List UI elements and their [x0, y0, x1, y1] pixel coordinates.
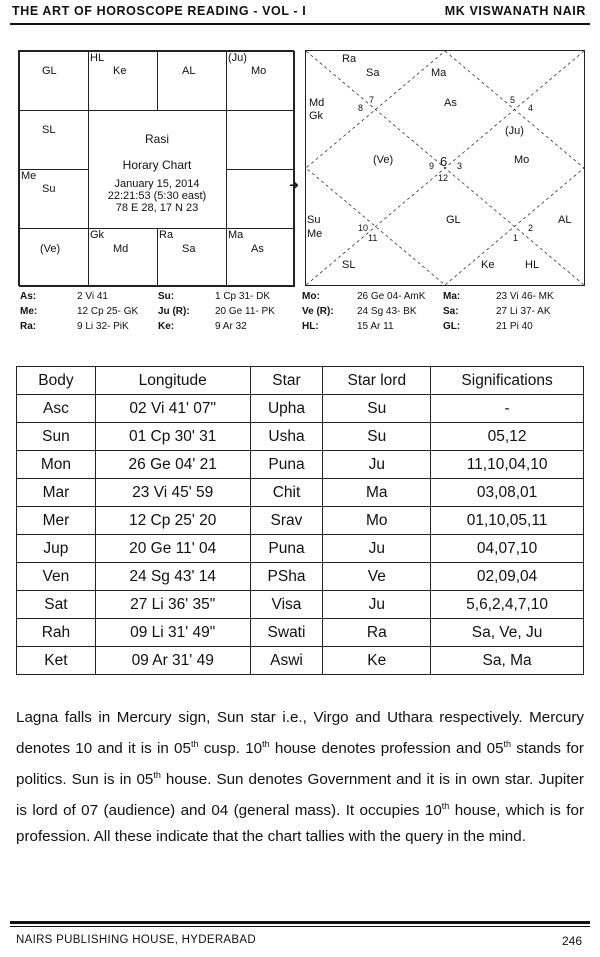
nav-gk: Gk: [309, 110, 324, 122]
rasi-chart: [18, 50, 294, 286]
rasi-cell-pisces: [19, 51, 89, 111]
cell-body: Mon: [17, 451, 96, 479]
nav-me: Me: [307, 228, 323, 240]
footer-rule-thick: [10, 921, 590, 924]
pos-value: 15 Ar 11: [357, 321, 394, 332]
cell-significations: 03,08,01: [431, 479, 584, 507]
cell-star: Chit: [250, 479, 323, 507]
rasi-planet: Md: [113, 243, 129, 255]
table-row: [17, 451, 584, 479]
cell-star: Visa: [250, 591, 323, 619]
nav-mo: Mo: [514, 154, 530, 166]
cell-star: Puna: [250, 535, 323, 563]
rasi-cell-aries: [88, 51, 158, 111]
nav-ra: Ra: [342, 53, 357, 65]
pos-label: GL:: [443, 321, 461, 332]
cell-star: Swati: [250, 619, 323, 647]
pos-value: 23 Vi 46- MK: [496, 291, 554, 302]
rasi-planet: SL: [42, 124, 56, 136]
cell-star-lord: Su: [323, 423, 431, 451]
cell-body: Mar: [17, 479, 96, 507]
cell-significations: 5,6,2,4,7,10: [431, 591, 584, 619]
pos-value: 12 Cp 25- GK: [77, 306, 139, 317]
cell-longitude: 23 Vi 45' 59: [95, 479, 250, 507]
rasi-cell-capricorn: [19, 169, 89, 229]
rasi-cell-cancer: [226, 110, 295, 170]
cell-body: Ket: [17, 647, 96, 675]
pos-label: Ju (R):: [158, 306, 190, 317]
nav-al: AL: [558, 214, 572, 226]
footer-rule-thin: [10, 926, 590, 927]
cell-star-lord: Ve: [323, 563, 431, 591]
cell-star: PSha: [250, 563, 323, 591]
cell-star: Usha: [250, 423, 323, 451]
table-row: [17, 563, 584, 591]
rasi-tag: Me: [21, 170, 37, 182]
author-header: MK VISWANATH NAIR: [444, 4, 586, 18]
pos-label: Su:: [158, 291, 175, 302]
rasi-tag: Ma: [228, 229, 244, 241]
rasi-cell-libra: [157, 228, 227, 287]
cell-longitude: 20 Ge 11' 04: [95, 535, 250, 563]
north-indian-chart: [305, 50, 585, 286]
pos-value: 26 Ge 04- AmK: [357, 291, 426, 302]
rasi-tag: Gk: [90, 229, 105, 241]
book-title-header: THE ART OF HOROSCOPE READING - VOL - I: [12, 4, 307, 18]
rasi-tag: (Ju): [228, 52, 247, 64]
cell-significations: 04,07,10: [431, 535, 584, 563]
rasi-cell-virgo: [226, 228, 295, 287]
cell-body: Mer: [17, 507, 96, 535]
pos-value: 24 Sg 43- BK: [357, 306, 417, 317]
house-number: 11: [368, 233, 378, 243]
table-row: [17, 647, 584, 675]
nav-sl: SL: [342, 259, 356, 271]
pos-value: 21 Pi 40: [496, 321, 533, 332]
rasi-cell-gemini: [226, 51, 295, 111]
cell-longitude: 24 Sg 43' 14: [95, 563, 250, 591]
cell-star-lord: Mo: [323, 507, 431, 535]
cell-star-lord: Ma: [323, 479, 431, 507]
rasi-tag: Ra: [159, 229, 174, 241]
rasi-planet: Sa: [182, 243, 196, 255]
nav-as: As: [444, 97, 457, 109]
table-row: [17, 479, 584, 507]
rasi-center-info: [88, 110, 226, 228]
house-number: 1: [513, 233, 519, 243]
col-header-star-lord: Star lord: [323, 367, 431, 395]
rasi-chart-name: Rasi: [144, 132, 169, 146]
cell-star-lord: Ke: [323, 647, 431, 675]
rasi-planet: AL: [182, 65, 196, 77]
cell-star-lord: Ju: [323, 591, 431, 619]
rasi-planet: (Ve): [40, 243, 61, 255]
pos-label: As:: [20, 291, 37, 302]
rasi-cell-aquarius: [19, 110, 89, 170]
pos-value: 2 Vi 41: [77, 291, 108, 302]
cell-star-lord: Ju: [323, 451, 431, 479]
horary-chart-label: Horary Chart: [122, 158, 192, 172]
cell-longitude: 02 Vi 41' 07": [95, 395, 250, 423]
house-number: 12: [438, 173, 449, 183]
nav-su: Su: [307, 214, 321, 226]
cell-significations: Sa, Ve, Ju: [431, 619, 584, 647]
rasi-planet: GL: [42, 65, 57, 77]
cell-significations: 11,10,04,10: [431, 451, 584, 479]
house-number: 10: [358, 223, 369, 233]
pos-label: Sa:: [443, 306, 459, 317]
nav-ma: Ma: [431, 67, 447, 79]
pos-label: Ra:: [20, 321, 37, 332]
col-header-significations: Significations: [431, 367, 584, 395]
nav-ju: (Ju): [505, 125, 524, 137]
cell-significations: 05,12: [431, 423, 584, 451]
chart-date: January 15, 2014: [114, 178, 200, 190]
cell-longitude: 26 Ge 04' 21: [95, 451, 250, 479]
chart-time: 22:21:53 (5:30 east): [107, 190, 207, 202]
house-number: 4: [528, 103, 534, 113]
cell-body: Rah: [17, 619, 96, 647]
cell-star: Srav: [250, 507, 323, 535]
cell-star: Puna: [250, 451, 323, 479]
pos-value: 1 Cp 31- DK: [215, 291, 271, 302]
rasi-cell-sagittarius: [19, 228, 89, 287]
table-row: [17, 423, 584, 451]
pos-value: 27 Li 37- AK: [496, 306, 551, 317]
header-rule: [10, 23, 590, 25]
cell-longitude: 01 Cp 30' 31: [95, 423, 250, 451]
house-number: 9: [429, 161, 435, 171]
cell-star: Upha: [250, 395, 323, 423]
cell-longitude: 09 Li 31' 49": [95, 619, 250, 647]
pos-label: Ma:: [443, 291, 461, 302]
cell-body: Sat: [17, 591, 96, 619]
rasi-tag: HL: [90, 52, 105, 64]
arrow-right-icon: ➜: [289, 178, 300, 192]
nav-ke: Ke: [481, 259, 495, 271]
cell-body: Jup: [17, 535, 96, 563]
cell-star-lord: Ra: [323, 619, 431, 647]
table-header-row: [17, 367, 584, 395]
pos-value: 9 Ar 32: [215, 321, 247, 332]
pos-value: 9 Li 32- PiK: [77, 321, 129, 332]
house-number: 3: [457, 161, 463, 171]
publisher-footer: NAIRS PUBLISHING HOUSE, HYDERABAD: [16, 934, 256, 946]
pos-label: Ke:: [158, 321, 175, 332]
nav-hl: HL: [525, 259, 540, 271]
cell-body: Ven: [17, 563, 96, 591]
nav-md: Md: [309, 97, 325, 109]
table-row: [17, 619, 584, 647]
cell-significations: -: [431, 395, 584, 423]
pos-label: Me:: [20, 306, 38, 317]
col-header-star: Star: [250, 367, 323, 395]
page-number: 246: [561, 934, 582, 948]
house-number: 7: [369, 95, 375, 105]
pos-label: Mo:: [302, 291, 320, 302]
col-header-body: Body: [17, 367, 96, 395]
cell-star-lord: Ju: [323, 535, 431, 563]
pos-value: 20 Ge 11- PK: [215, 306, 275, 317]
rasi-planet: Mo: [251, 65, 267, 77]
cell-significations: Sa, Ma: [431, 647, 584, 675]
cell-significations: 01,10,05,11: [431, 507, 584, 535]
body-paragraph: Lagna falls in Mercury sign, Sun star i.e., Virgo and Uthara respectively. Mercury denotes 10 and it is in 05th cusp. 10th house denotes profession and 05th stands for politics. Sun is in 05th house. Sun denotes Government and it is in own star. Jupiter is lord of 07 (audience) and 04 (general mass). It occupies 10th house, which is for profession. All these indicate that the chart tallies with the query in the mind.: [16, 709, 585, 846]
chart-coordinates: 78 E 28, 17 N 23: [115, 202, 199, 214]
cell-body: Asc: [17, 395, 96, 423]
table-row: [17, 507, 584, 535]
rasi-planet: Su: [42, 183, 56, 195]
cell-longitude: 12 Cp 25' 20: [95, 507, 250, 535]
significations-table: [16, 366, 584, 675]
col-header-longitude: Longitude: [95, 367, 250, 395]
cell-star-lord: Su: [323, 395, 431, 423]
rasi-cell-taurus: [157, 51, 227, 111]
rasi-cell-leo: [226, 169, 295, 229]
table-row: [17, 591, 584, 619]
house-number: 6: [440, 154, 448, 169]
table-row: [17, 395, 584, 423]
cell-longitude: 27 Li 36' 35": [95, 591, 250, 619]
nav-gl: GL: [446, 214, 461, 226]
rasi-planet: As: [251, 243, 264, 255]
house-number: 2: [528, 223, 534, 233]
rasi-planet: Ke: [113, 65, 127, 77]
cell-body: Sun: [17, 423, 96, 451]
house-number: 5: [510, 95, 516, 105]
pos-label: Ve (R):: [302, 306, 334, 317]
cell-star: Aswi: [250, 647, 323, 675]
cell-longitude: 09 Ar 31' 49: [95, 647, 250, 675]
rasi-cell-scorpio: [88, 228, 158, 287]
nav-ve: (Ve): [373, 154, 394, 166]
table-row: [17, 535, 584, 563]
cell-significations: 02,09,04: [431, 563, 584, 591]
house-number: 8: [358, 103, 364, 113]
pos-label: HL:: [302, 321, 319, 332]
nav-sa: Sa: [366, 67, 380, 79]
